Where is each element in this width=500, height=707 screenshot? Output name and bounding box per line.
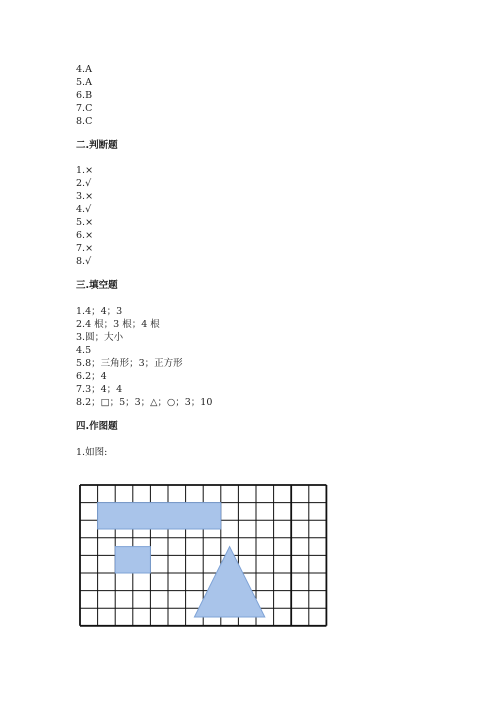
judge-answer-2: 2.√ [76, 178, 92, 189]
draw-heading: 四.作图题 [76, 421, 118, 432]
choice-answer-8: 8.C [76, 116, 93, 127]
choice-answer-5: 5.A [76, 77, 92, 88]
choice-answer-7: 7.C [76, 103, 93, 114]
choice-answer-6: 6.B [76, 90, 93, 101]
long-rectangle [98, 503, 221, 529]
judge-answer-3: 3.× [76, 191, 94, 202]
fill-heading: 三.填空题 [76, 280, 118, 291]
draw-answer-label: 1.如图: [76, 447, 108, 458]
fill-answer-4: 4.5 [76, 345, 92, 356]
fill-answer-7: 7.3；4；4 [76, 384, 123, 395]
small-rectangle [115, 547, 150, 573]
choice-answer-4: 4.A [76, 64, 92, 75]
judge-heading: 二.判断题 [76, 140, 118, 151]
judge-answer-6: 6.× [76, 230, 94, 241]
fill-answer-8: 8.2；□；5；3；△；○；3；10 [76, 397, 213, 408]
fill-answer-2: 2.4 根；3 根；4 根 [76, 319, 160, 330]
triangle [194, 547, 264, 617]
judge-answer-1: 1.× [76, 165, 94, 176]
judge-answer-8: 8.√ [76, 256, 92, 267]
judge-answer-4: 4.√ [76, 204, 92, 215]
judge-answer-7: 7.× [76, 243, 94, 254]
fill-answer-1: 1.4；4；3 [76, 306, 123, 317]
fill-answer-6: 6.2；4 [76, 371, 107, 382]
fill-answer-3: 3.圆；大小 [76, 332, 124, 343]
judge-answer-5: 5.× [76, 217, 94, 228]
grid-figure [78, 483, 334, 633]
fill-answer-5: 5.8；三角形；3；正方形 [76, 358, 183, 369]
